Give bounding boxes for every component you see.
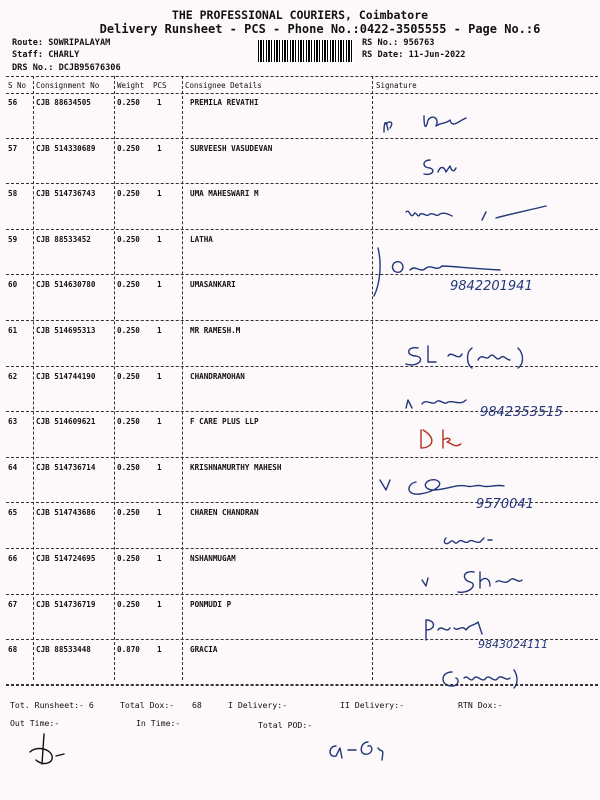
row-sno: 65 <box>8 508 18 518</box>
row-consignment-no: CJB 514724695 <box>36 554 96 563</box>
row-consignment-no: CJB 514736743 <box>36 189 96 199</box>
header-rule <box>6 93 598 94</box>
svg-text:9842353515: 9842353515 <box>480 405 563 420</box>
row-consignment-no: CJB 514630780 <box>36 280 96 290</box>
total-pod: Total POD:- <box>258 720 313 730</box>
row-sno: 63 <box>8 417 18 427</box>
runsheet-title: Delivery Runsheet - PCS - Phone No.:0422-3505555 - Page No.:6 <box>99 22 541 36</box>
pod-signature <box>322 732 392 766</box>
row-pcs: 1 <box>157 371 162 381</box>
col-header-signature: Signature <box>376 81 417 90</box>
row-sno: 66 <box>8 554 18 563</box>
row-sno: 67 <box>8 599 18 609</box>
out-time: Out Time:- <box>10 718 60 728</box>
row-divider <box>6 183 598 184</box>
row-divider <box>6 229 598 230</box>
in-time: In Time:- <box>136 718 181 728</box>
row-weight: 0.250 <box>117 280 140 290</box>
row-weight: 0.870 <box>117 645 140 655</box>
row-consignment-no: CJB 514609621 <box>36 417 96 427</box>
row-sno: 57 <box>8 143 18 153</box>
row-consignment-no: CJB 514744190 <box>36 371 96 381</box>
route-label: Route: SOWRIPALAYAM <box>12 38 111 48</box>
row-consignee: CHAREN CHANDRAN <box>190 508 259 518</box>
total-dox-value: 68 <box>192 700 202 710</box>
signature-65 <box>440 526 500 548</box>
i-delivery: I Delivery:- <box>228 700 288 710</box>
row-consignee: UMA MAHESWARI M <box>190 189 259 199</box>
row-consignee: UMASANKARI <box>190 280 236 290</box>
row-pcs: 1 <box>157 462 162 472</box>
rs-number: RS No.: 956763 <box>362 38 435 48</box>
row-pcs: 1 <box>157 599 162 609</box>
row-sno: 64 <box>8 462 18 472</box>
svg-text:9843024111: 9843024111 <box>478 638 548 651</box>
row-consignee: LATHA <box>190 234 213 244</box>
row-divider <box>6 548 598 549</box>
row-weight: 0.250 <box>117 599 140 609</box>
barcode <box>258 40 354 62</box>
signature-58 <box>400 198 550 226</box>
ii-delivery: II Delivery:- <box>340 700 405 710</box>
row-consignment-no: CJB 88634505 <box>36 98 91 107</box>
row-consignment-no: CJB 88533452 <box>36 234 91 244</box>
row-consignment-no: CJB 514695313 <box>36 326 96 335</box>
row-pcs: 1 <box>157 554 162 563</box>
row-sno: 56 <box>8 98 18 107</box>
rtn-dox: RTN Dox:- <box>458 700 503 710</box>
row-consignment-no: CJB 88533448 <box>36 645 91 655</box>
row-weight: 0.250 <box>117 371 140 381</box>
row-pcs: 1 <box>157 508 162 518</box>
row-pcs: 1 <box>157 189 162 199</box>
row-weight: 0.250 <box>117 234 140 244</box>
signature-61 <box>400 338 540 372</box>
signature-62 <box>402 388 592 422</box>
signature-67 <box>420 614 580 658</box>
row-weight: 0.250 <box>117 462 140 472</box>
row-pcs: 1 <box>157 280 162 290</box>
row-divider <box>6 457 598 458</box>
signature-64 <box>376 470 576 514</box>
row-pcs: 1 <box>157 645 162 655</box>
col-header-sno: S No <box>8 81 27 90</box>
row-consignee: KRISHNAMURTHY MAHESH <box>190 462 282 472</box>
row-consignee: CHANDRAMOHAN <box>190 371 245 381</box>
row-weight: 0.250 <box>117 508 140 518</box>
signature-63 <box>415 426 475 452</box>
row-pcs: 1 <box>157 98 162 107</box>
drs-number: DRS No.: DCJB95676306 <box>12 63 121 73</box>
row-sno: 62 <box>8 371 18 381</box>
row-sno: 59 <box>8 234 18 244</box>
col-header-consignment: Consignment No <box>36 81 100 90</box>
staff-signature <box>22 730 72 770</box>
signature-66 <box>418 564 538 598</box>
row-weight: 0.250 <box>117 189 140 199</box>
company-title: THE PROFESSIONAL COURIERS, Coimbatore <box>171 8 429 22</box>
signature-56 <box>380 104 500 140</box>
row-consignment-no: CJB 514736719 <box>36 599 96 609</box>
row-consignee: SURVEESH VASUDEVAN <box>190 143 273 153</box>
row-pcs: 1 <box>157 143 162 153</box>
row-consignee: F CARE PLUS LLP <box>190 417 259 427</box>
row-consignment-no: CJB 514736714 <box>36 462 96 472</box>
signature-57 <box>420 152 480 178</box>
table-top-rule <box>6 76 598 77</box>
row-consignee: GRACIA <box>190 645 218 655</box>
row-weight: 0.250 <box>117 554 140 563</box>
total-dox-label: Total Dox:- <box>120 700 175 710</box>
row-pcs: 1 <box>157 326 162 335</box>
row-sno: 68 <box>8 645 18 655</box>
col-header-pcs: PCS <box>153 81 167 90</box>
row-pcs: 1 <box>157 234 162 244</box>
signature-60 <box>370 244 550 300</box>
row-consignment-no: CJB 514330689 <box>36 143 96 153</box>
col-header-weight: Weight <box>117 81 145 90</box>
svg-text:9842201941: 9842201941 <box>450 279 533 294</box>
rs-date: RS Date: 11-Jun-2022 <box>362 50 466 60</box>
row-sno: 60 <box>8 280 18 290</box>
tot-runsheet: Tot. Runsheet:- 6 <box>10 700 94 710</box>
row-consignment-no: CJB 514743686 <box>36 508 96 518</box>
row-divider <box>6 320 598 321</box>
row-consignee: PREMILA REVATHI <box>190 98 259 107</box>
staff-label: Staff: CHARLY <box>12 50 80 60</box>
row-consignee: PONMUDI P <box>190 599 232 609</box>
row-weight: 0.250 <box>117 326 140 335</box>
col-header-consignee: Consignee Details <box>185 81 262 90</box>
row-sno: 58 <box>8 189 18 199</box>
row-consignee: MR RAMESH.M <box>190 326 241 335</box>
footer-rule <box>6 684 598 685</box>
row-pcs: 1 <box>157 417 162 427</box>
row-sno: 61 <box>8 326 18 335</box>
row-divider <box>6 138 598 139</box>
svg-text:9570041: 9570041 <box>476 497 534 512</box>
row-weight: 0.250 <box>117 417 140 427</box>
row-weight: 0.250 <box>117 143 140 153</box>
signature-68 <box>436 664 546 694</box>
row-weight: 0.250 <box>117 98 140 107</box>
row-consignee: NSHANMUGAM <box>190 554 236 563</box>
